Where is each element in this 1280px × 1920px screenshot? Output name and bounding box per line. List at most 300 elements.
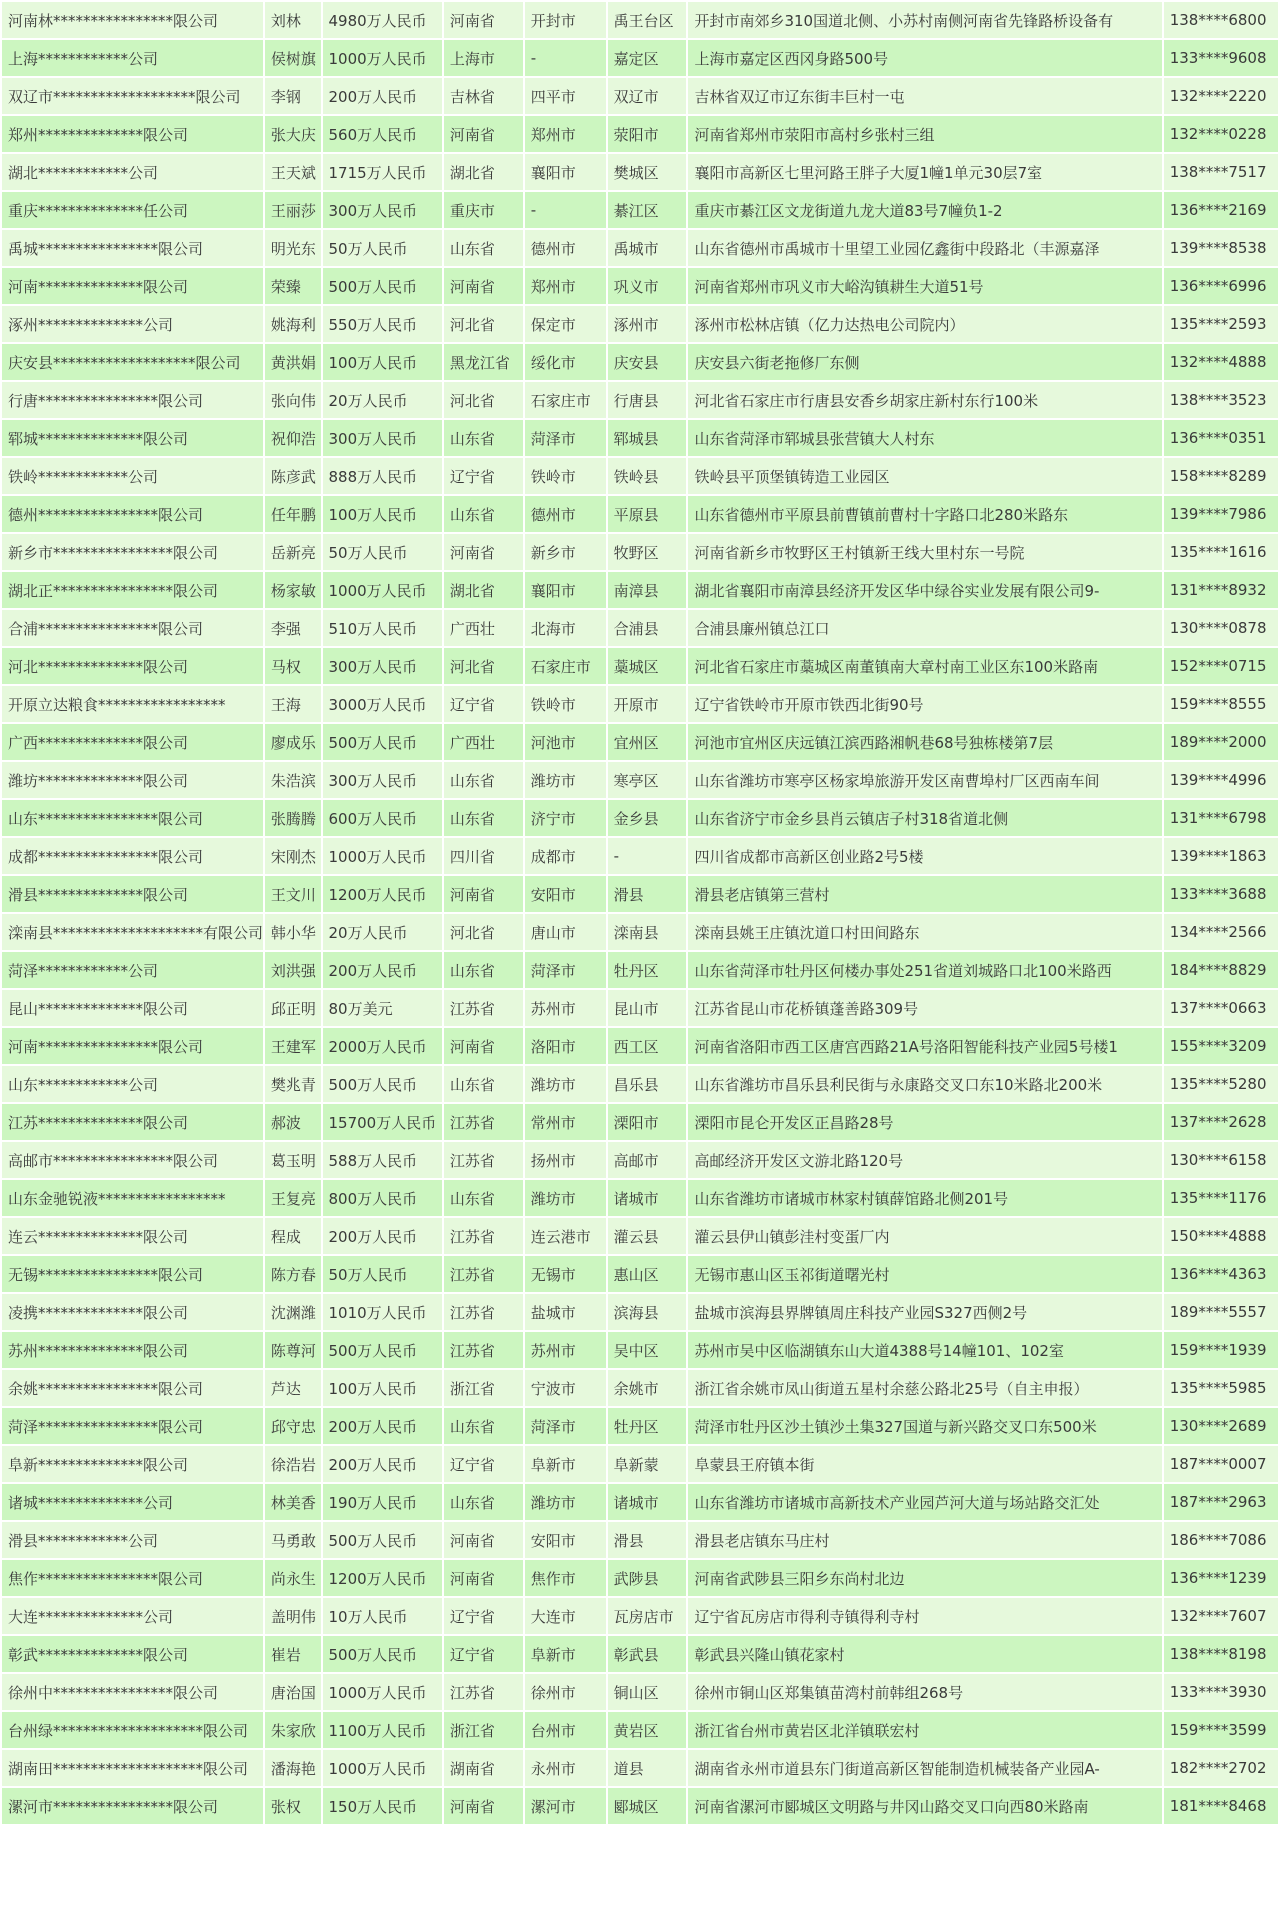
table-row — [2, 1750, 1278, 1786]
city-cell: 菏泽市 — [525, 1408, 606, 1444]
phone-cell: 138****6800 — [1164, 2, 1278, 38]
legal-rep-cell: 陈彦武 — [265, 458, 321, 494]
registered-capital-cell: 2000万人民币 — [323, 1028, 442, 1064]
company-name-cell: 山东************公司 — [2, 1066, 263, 1102]
legal-rep-cell: 程成 — [265, 1218, 321, 1254]
phone-cell: 150****4888 — [1164, 1218, 1278, 1254]
address-cell: 山东省菏泽市郓城县张营镇大人村东 — [688, 420, 1161, 456]
province-cell: 山东省 — [444, 420, 523, 456]
province-cell: 浙江省 — [444, 1712, 523, 1748]
city-cell: 潍坊市 — [525, 1066, 606, 1102]
address-cell: 河南省郑州市荥阳市高村乡张村三组 — [688, 116, 1161, 152]
district-cell: 禹王台区 — [608, 2, 687, 38]
phone-cell: 133****3688 — [1164, 876, 1278, 912]
company-name-cell: 河南林****************限公司 — [2, 2, 263, 38]
company-name-cell: 焦作****************限公司 — [2, 1560, 263, 1596]
company-name-cell: 铁岭************公司 — [2, 458, 263, 494]
address-cell: 浙江省余姚市凤山街道五星村余慈公路北25号（自主申报） — [688, 1370, 1161, 1406]
district-cell: 金乡县 — [608, 800, 687, 836]
district-cell: 牡丹区 — [608, 1408, 687, 1444]
province-cell: 山东省 — [444, 1180, 523, 1216]
city-cell: 开封市 — [525, 2, 606, 38]
table-row — [2, 648, 1278, 684]
legal-rep-cell: 张腾腾 — [265, 800, 321, 836]
legal-rep-cell: 宋刚杰 — [265, 838, 321, 874]
province-cell: 四川省 — [444, 838, 523, 874]
registered-capital-cell: 200万人民币 — [323, 1408, 442, 1444]
city-cell: 苏州市 — [525, 1332, 606, 1368]
legal-rep-cell: 刘洪强 — [265, 952, 321, 988]
address-cell: 苏州市吴中区临湖镇东山大道4388号14幢101、102室 — [688, 1332, 1161, 1368]
city-cell: 阜新市 — [525, 1636, 606, 1672]
city-cell: 安阳市 — [525, 1522, 606, 1558]
address-cell: 山东省潍坊市寒亭区杨家埠旅游开发区南曹埠村厂区西南车间 — [688, 762, 1161, 798]
legal-rep-cell: 徐浩岩 — [265, 1446, 321, 1482]
phone-cell: 138****7517 — [1164, 154, 1278, 190]
company-name-cell: 菏泽****************限公司 — [2, 1408, 263, 1444]
registered-capital-cell: 100万人民币 — [323, 1370, 442, 1406]
legal-rep-cell: 明光东 — [265, 230, 321, 266]
table-row — [2, 724, 1278, 760]
city-cell: - — [525, 40, 606, 76]
address-cell: 灌云县伊山镇彭洼村变蛋厂内 — [688, 1218, 1161, 1254]
registered-capital-cell: 888万人民币 — [323, 458, 442, 494]
district-cell: 巩义市 — [608, 268, 687, 304]
company-name-cell: 诸城**************公司 — [2, 1484, 263, 1520]
registered-capital-cell: 1100万人民币 — [323, 1712, 442, 1748]
registered-capital-cell: 300万人民币 — [323, 192, 442, 228]
city-cell: 焦作市 — [525, 1560, 606, 1596]
province-cell: 河南省 — [444, 1788, 523, 1824]
address-cell: 滑县老店镇东马庄村 — [688, 1522, 1161, 1558]
table-row — [2, 230, 1278, 266]
table-row — [2, 1636, 1278, 1672]
district-cell: 庆安县 — [608, 344, 687, 380]
table-row — [2, 268, 1278, 304]
table-row — [2, 78, 1278, 114]
city-cell: 菏泽市 — [525, 952, 606, 988]
company-name-cell: 山东金驰锐液***************** — [2, 1180, 263, 1216]
legal-rep-cell: 沈渊潍 — [265, 1294, 321, 1330]
registered-capital-cell: 4980万人民币 — [323, 2, 442, 38]
phone-cell: 187****0007 — [1164, 1446, 1278, 1482]
registered-capital-cell: 1200万人民币 — [323, 1560, 442, 1596]
table-row — [2, 800, 1278, 836]
district-cell: 滨海县 — [608, 1294, 687, 1330]
phone-cell: 136****2169 — [1164, 192, 1278, 228]
district-cell: 滑县 — [608, 1522, 687, 1558]
address-cell: 阜蒙县王府镇本街 — [688, 1446, 1161, 1482]
legal-rep-cell: 陈尊河 — [265, 1332, 321, 1368]
address-cell: 湖北省襄阳市南漳县经济开发区华中绿谷实业发展有限公司9- — [688, 572, 1161, 608]
legal-rep-cell: 李钢 — [265, 78, 321, 114]
address-cell: 河南省郑州市巩义市大峪沟镇耕生大道51号 — [688, 268, 1161, 304]
company-name-cell: 苏州**************限公司 — [2, 1332, 263, 1368]
legal-rep-cell: 郝波 — [265, 1104, 321, 1140]
phone-cell: 159****8555 — [1164, 686, 1278, 722]
company-name-cell: 漯河市****************限公司 — [2, 1788, 263, 1824]
company-name-cell: 昆山**************限公司 — [2, 990, 263, 1026]
province-cell: 江苏省 — [444, 1256, 523, 1292]
registered-capital-cell: 20万人民币 — [323, 382, 442, 418]
address-cell: 上海市嘉定区西冈身路500号 — [688, 40, 1161, 76]
province-cell: 辽宁省 — [444, 458, 523, 494]
table-row — [2, 1560, 1278, 1596]
province-cell: 重庆市 — [444, 192, 523, 228]
district-cell: 荥阳市 — [608, 116, 687, 152]
phone-cell: 189****2000 — [1164, 724, 1278, 760]
city-cell: 安阳市 — [525, 876, 606, 912]
legal-rep-cell: 姚海利 — [265, 306, 321, 342]
legal-rep-cell: 王天斌 — [265, 154, 321, 190]
province-cell: 上海市 — [444, 40, 523, 76]
company-name-cell: 郑州**************限公司 — [2, 116, 263, 152]
legal-rep-cell: 马权 — [265, 648, 321, 684]
legal-rep-cell: 邱守忠 — [265, 1408, 321, 1444]
province-cell: 河南省 — [444, 534, 523, 570]
legal-rep-cell: 张权 — [265, 1788, 321, 1824]
table-row — [2, 344, 1278, 380]
city-cell: 盐城市 — [525, 1294, 606, 1330]
table-row — [2, 154, 1278, 190]
table-row — [2, 610, 1278, 646]
province-cell: 湖南省 — [444, 1750, 523, 1786]
city-cell: 襄阳市 — [525, 572, 606, 608]
table-row — [2, 306, 1278, 342]
address-cell: 滑县老店镇第三营村 — [688, 876, 1161, 912]
table-row — [2, 534, 1278, 570]
legal-rep-cell: 杨家敏 — [265, 572, 321, 608]
district-cell: 西工区 — [608, 1028, 687, 1064]
registered-capital-cell: 500万人民币 — [323, 1636, 442, 1672]
province-cell: 浙江省 — [444, 1370, 523, 1406]
company-name-cell: 台州绿********************限公司 — [2, 1712, 263, 1748]
city-cell: 郑州市 — [525, 268, 606, 304]
registered-capital-cell: 300万人民币 — [323, 762, 442, 798]
city-cell: 济宁市 — [525, 800, 606, 836]
province-cell: 河南省 — [444, 1028, 523, 1064]
address-cell: 菏泽市牡丹区沙土镇沙土集327国道与新兴路交叉口东500米 — [688, 1408, 1161, 1444]
table-row — [2, 762, 1278, 798]
address-cell: 重庆市綦江区文龙街道九龙大道83号7幢负1-2 — [688, 192, 1161, 228]
phone-cell: 137****0663 — [1164, 990, 1278, 1026]
district-cell: 瓦房店市 — [608, 1598, 687, 1634]
phone-cell: 136****1239 — [1164, 1560, 1278, 1596]
registered-capital-cell: 500万人民币 — [323, 724, 442, 760]
registered-capital-cell: 1715万人民币 — [323, 154, 442, 190]
company-name-cell: 河北**************限公司 — [2, 648, 263, 684]
district-cell: 藁城区 — [608, 648, 687, 684]
company-name-cell: 滦南县********************有限公司 — [2, 914, 263, 950]
district-cell: 诸城市 — [608, 1180, 687, 1216]
city-cell: 台州市 — [525, 1712, 606, 1748]
address-cell: 开封市南郊乡310国道北侧、小苏村南侧河南省先锋路桥设备有 — [688, 2, 1161, 38]
company-name-cell: 河南**************限公司 — [2, 268, 263, 304]
phone-cell: 132****2220 — [1164, 78, 1278, 114]
legal-rep-cell: 芦达 — [265, 1370, 321, 1406]
table-row — [2, 1256, 1278, 1292]
table-row — [2, 40, 1278, 76]
legal-rep-cell: 朱家欣 — [265, 1712, 321, 1748]
registered-capital-cell: 300万人民币 — [323, 648, 442, 684]
legal-rep-cell: 岳新亮 — [265, 534, 321, 570]
phone-cell: 138****3523 — [1164, 382, 1278, 418]
district-cell: 黄岩区 — [608, 1712, 687, 1748]
registered-capital-cell: 1000万人民币 — [323, 40, 442, 76]
city-cell: 宁波市 — [525, 1370, 606, 1406]
registered-capital-cell: 50万人民币 — [323, 1256, 442, 1292]
registered-capital-cell: 3000万人民币 — [323, 686, 442, 722]
province-cell: 江苏省 — [444, 1218, 523, 1254]
company-name-cell: 涿州**************公司 — [2, 306, 263, 342]
table-row — [2, 1446, 1278, 1482]
address-cell: 无锡市惠山区玉祁街道曙光村 — [688, 1256, 1161, 1292]
company-name-cell: 江苏**************限公司 — [2, 1104, 263, 1140]
company-name-cell: 湖北正****************限公司 — [2, 572, 263, 608]
table-row — [2, 1370, 1278, 1406]
company-name-cell: 双辽市*******************限公司 — [2, 78, 263, 114]
district-cell: 郓城县 — [608, 420, 687, 456]
table-row — [2, 1218, 1278, 1254]
company-name-cell: 余姚****************限公司 — [2, 1370, 263, 1406]
phone-cell: 131****6798 — [1164, 800, 1278, 836]
legal-rep-cell: 陈方春 — [265, 1256, 321, 1292]
city-cell: 德州市 — [525, 496, 606, 532]
district-cell: 合浦县 — [608, 610, 687, 646]
phone-cell: 136****4363 — [1164, 1256, 1278, 1292]
district-cell: 昆山市 — [608, 990, 687, 1026]
district-cell: - — [608, 838, 687, 874]
address-cell: 河南省洛阳市西工区唐宫西路21A号洛阳智能科技产业园5号楼1 — [688, 1028, 1161, 1064]
legal-rep-cell: 张大庆 — [265, 116, 321, 152]
legal-rep-cell: 王海 — [265, 686, 321, 722]
district-cell: 铜山区 — [608, 1674, 687, 1710]
city-cell: 扬州市 — [525, 1142, 606, 1178]
address-cell: 河南省新乡市牧野区王村镇新王线大里村东一号院 — [688, 534, 1161, 570]
company-name-cell: 重庆**************任公司 — [2, 192, 263, 228]
table-row — [2, 1674, 1278, 1710]
phone-cell: 136****0351 — [1164, 420, 1278, 456]
company-name-cell: 上海************公司 — [2, 40, 263, 76]
registered-capital-cell: 500万人民币 — [323, 268, 442, 304]
company-name-cell: 阜新**************限公司 — [2, 1446, 263, 1482]
table-row — [2, 876, 1278, 912]
legal-rep-cell: 唐治国 — [265, 1674, 321, 1710]
registered-capital-cell: 200万人民币 — [323, 78, 442, 114]
phone-cell: 135****5280 — [1164, 1066, 1278, 1102]
phone-cell: 139****7986 — [1164, 496, 1278, 532]
registered-capital-cell: 800万人民币 — [323, 1180, 442, 1216]
table-row — [2, 420, 1278, 456]
registered-capital-cell: 560万人民币 — [323, 116, 442, 152]
phone-cell: 186****7086 — [1164, 1522, 1278, 1558]
district-cell: 溧阳市 — [608, 1104, 687, 1140]
company-name-cell: 高邮市****************限公司 — [2, 1142, 263, 1178]
city-cell: 保定市 — [525, 306, 606, 342]
legal-rep-cell: 荣臻 — [265, 268, 321, 304]
table-row — [2, 1180, 1278, 1216]
city-cell: 石家庄市 — [525, 382, 606, 418]
province-cell: 辽宁省 — [444, 1446, 523, 1482]
table-row — [2, 192, 1278, 228]
city-cell: 潍坊市 — [525, 1484, 606, 1520]
address-cell: 山东省菏泽市牡丹区何楼办事处251省道刘城路口北100米路西 — [688, 952, 1161, 988]
phone-cell: 159****3599 — [1164, 1712, 1278, 1748]
phone-cell: 130****0878 — [1164, 610, 1278, 646]
phone-cell: 133****3930 — [1164, 1674, 1278, 1710]
registered-capital-cell: 150万人民币 — [323, 1788, 442, 1824]
registered-capital-cell: 100万人民币 — [323, 496, 442, 532]
address-cell: 铁岭县平顶堡镇铸造工业园区 — [688, 458, 1161, 494]
phone-cell: 139****8538 — [1164, 230, 1278, 266]
registered-capital-cell: 1000万人民币 — [323, 1750, 442, 1786]
registered-capital-cell: 500万人民币 — [323, 1522, 442, 1558]
district-cell: 行唐县 — [608, 382, 687, 418]
district-cell: 滦南县 — [608, 914, 687, 950]
table-row — [2, 1066, 1278, 1102]
table-row — [2, 686, 1278, 722]
city-cell: 无锡市 — [525, 1256, 606, 1292]
address-cell: 河北省石家庄市行唐县安香乡胡家庄新村东行100米 — [688, 382, 1161, 418]
province-cell: 河南省 — [444, 1522, 523, 1558]
district-cell: 吴中区 — [608, 1332, 687, 1368]
registered-capital-cell: 1000万人民币 — [323, 572, 442, 608]
address-cell: 四川省成都市高新区创业路2号5楼 — [688, 838, 1161, 874]
legal-rep-cell: 张向伟 — [265, 382, 321, 418]
city-cell: 襄阳市 — [525, 154, 606, 190]
table-row — [2, 496, 1278, 532]
district-cell: 郾城区 — [608, 1788, 687, 1824]
legal-rep-cell: 邱正明 — [265, 990, 321, 1026]
phone-cell: 137****2628 — [1164, 1104, 1278, 1140]
company-name-cell: 湖南田********************限公司 — [2, 1750, 263, 1786]
address-cell: 河池市宜州区庆远镇江滨西路湘帆巷68号独栋楼第7层 — [688, 724, 1161, 760]
legal-rep-cell: 崔岩 — [265, 1636, 321, 1672]
district-cell: 昌乐县 — [608, 1066, 687, 1102]
registered-capital-cell: 20万人民币 — [323, 914, 442, 950]
address-cell: 江苏省昆山市花桥镇蓬善路309号 — [688, 990, 1161, 1026]
phone-cell: 152****0715 — [1164, 648, 1278, 684]
phone-cell: 135****1616 — [1164, 534, 1278, 570]
district-cell: 高邮市 — [608, 1142, 687, 1178]
company-name-cell: 山东****************限公司 — [2, 800, 263, 836]
city-cell: 绥化市 — [525, 344, 606, 380]
phone-cell: 135****5985 — [1164, 1370, 1278, 1406]
city-cell: 菏泽市 — [525, 420, 606, 456]
company-name-cell: 合浦****************限公司 — [2, 610, 263, 646]
table-row — [2, 458, 1278, 494]
phone-cell: 132****7607 — [1164, 1598, 1278, 1634]
registered-capital-cell: 200万人民币 — [323, 952, 442, 988]
address-cell: 山东省潍坊市诸城市高新技术产业园芦河大道与场站路交汇处 — [688, 1484, 1161, 1520]
registered-capital-cell: 588万人民币 — [323, 1142, 442, 1178]
registered-capital-cell: 500万人民币 — [323, 1066, 442, 1102]
table-row — [2, 1522, 1278, 1558]
legal-rep-cell: 王丽莎 — [265, 192, 321, 228]
phone-cell: 139****1863 — [1164, 838, 1278, 874]
address-cell: 辽宁省铁岭市开原市铁西北街90号 — [688, 686, 1161, 722]
city-cell: 洛阳市 — [525, 1028, 606, 1064]
city-cell: 四平市 — [525, 78, 606, 114]
legal-rep-cell: 王文川 — [265, 876, 321, 912]
legal-rep-cell: 王复亮 — [265, 1180, 321, 1216]
phone-cell: 155****3209 — [1164, 1028, 1278, 1064]
table-row — [2, 1028, 1278, 1064]
records-body — [2, 2, 1278, 1824]
legal-rep-cell: 黄洪娟 — [265, 344, 321, 380]
city-cell: 河池市 — [525, 724, 606, 760]
address-cell: 山东省德州市平原县前曹镇前曹村十字路口北280米路东 — [688, 496, 1161, 532]
legal-rep-cell: 廖成乐 — [265, 724, 321, 760]
address-cell: 徐州市铜山区郑集镇苗湾村前韩组268号 — [688, 1674, 1161, 1710]
province-cell: 山东省 — [444, 952, 523, 988]
city-cell: 苏州市 — [525, 990, 606, 1026]
district-cell: 余姚市 — [608, 1370, 687, 1406]
district-cell: 南漳县 — [608, 572, 687, 608]
address-cell: 高邮经济开发区文游北路120号 — [688, 1142, 1161, 1178]
company-name-cell: 凌携**************限公司 — [2, 1294, 263, 1330]
registered-capital-cell: 200万人民币 — [323, 1446, 442, 1482]
legal-rep-cell: 任年鹏 — [265, 496, 321, 532]
address-cell: 河南省漯河市郾城区文明路与井冈山路交叉口向西80米路南 — [688, 1788, 1161, 1824]
phone-cell: 138****8198 — [1164, 1636, 1278, 1672]
province-cell: 湖北省 — [444, 572, 523, 608]
registered-capital-cell: 600万人民币 — [323, 800, 442, 836]
address-cell: 湖南省永州市道县东门街道高新区智能制造机械装备产业园A- — [688, 1750, 1161, 1786]
city-cell: 潍坊市 — [525, 762, 606, 798]
province-cell: 河南省 — [444, 268, 523, 304]
district-cell: 綦江区 — [608, 192, 687, 228]
phone-cell: 158****8289 — [1164, 458, 1278, 494]
province-cell: 江苏省 — [444, 1142, 523, 1178]
table-row — [2, 838, 1278, 874]
district-cell: 宜州区 — [608, 724, 687, 760]
phone-cell: 184****8829 — [1164, 952, 1278, 988]
company-name-cell: 徐州中****************限公司 — [2, 1674, 263, 1710]
address-cell: 山东省德州市禹城市十里望工业园亿鑫街中段路北（丰源嘉泽 — [688, 230, 1161, 266]
district-cell: 惠山区 — [608, 1256, 687, 1292]
phone-cell: 132****4888 — [1164, 344, 1278, 380]
district-cell: 涿州市 — [608, 306, 687, 342]
company-name-cell: 禹城****************限公司 — [2, 230, 263, 266]
city-cell: - — [525, 192, 606, 228]
province-cell: 湖北省 — [444, 154, 523, 190]
phone-cell: 133****9608 — [1164, 40, 1278, 76]
province-cell: 广西壮 — [444, 610, 523, 646]
company-name-cell: 开原立达粮食***************** — [2, 686, 263, 722]
phone-cell: 131****8932 — [1164, 572, 1278, 608]
table-row — [2, 382, 1278, 418]
phone-cell: 189****5557 — [1164, 1294, 1278, 1330]
district-cell: 灌云县 — [608, 1218, 687, 1254]
registered-capital-cell: 510万人民币 — [323, 610, 442, 646]
city-cell: 铁岭市 — [525, 458, 606, 494]
district-cell: 彰武县 — [608, 1636, 687, 1672]
table-row — [2, 2, 1278, 38]
province-cell: 河南省 — [444, 2, 523, 38]
district-cell: 铁岭县 — [608, 458, 687, 494]
phone-cell: 187****2963 — [1164, 1484, 1278, 1520]
table-row — [2, 914, 1278, 950]
table-row — [2, 572, 1278, 608]
address-cell: 吉林省双辽市辽东街丰巨村一屯 — [688, 78, 1161, 114]
address-cell: 河南省武陟县三阳乡东尚村北边 — [688, 1560, 1161, 1596]
company-name-cell: 无锡****************限公司 — [2, 1256, 263, 1292]
table-row — [2, 952, 1278, 988]
province-cell: 江苏省 — [444, 990, 523, 1026]
registered-capital-cell: 10万人民币 — [323, 1598, 442, 1634]
district-cell: 武陟县 — [608, 1560, 687, 1596]
